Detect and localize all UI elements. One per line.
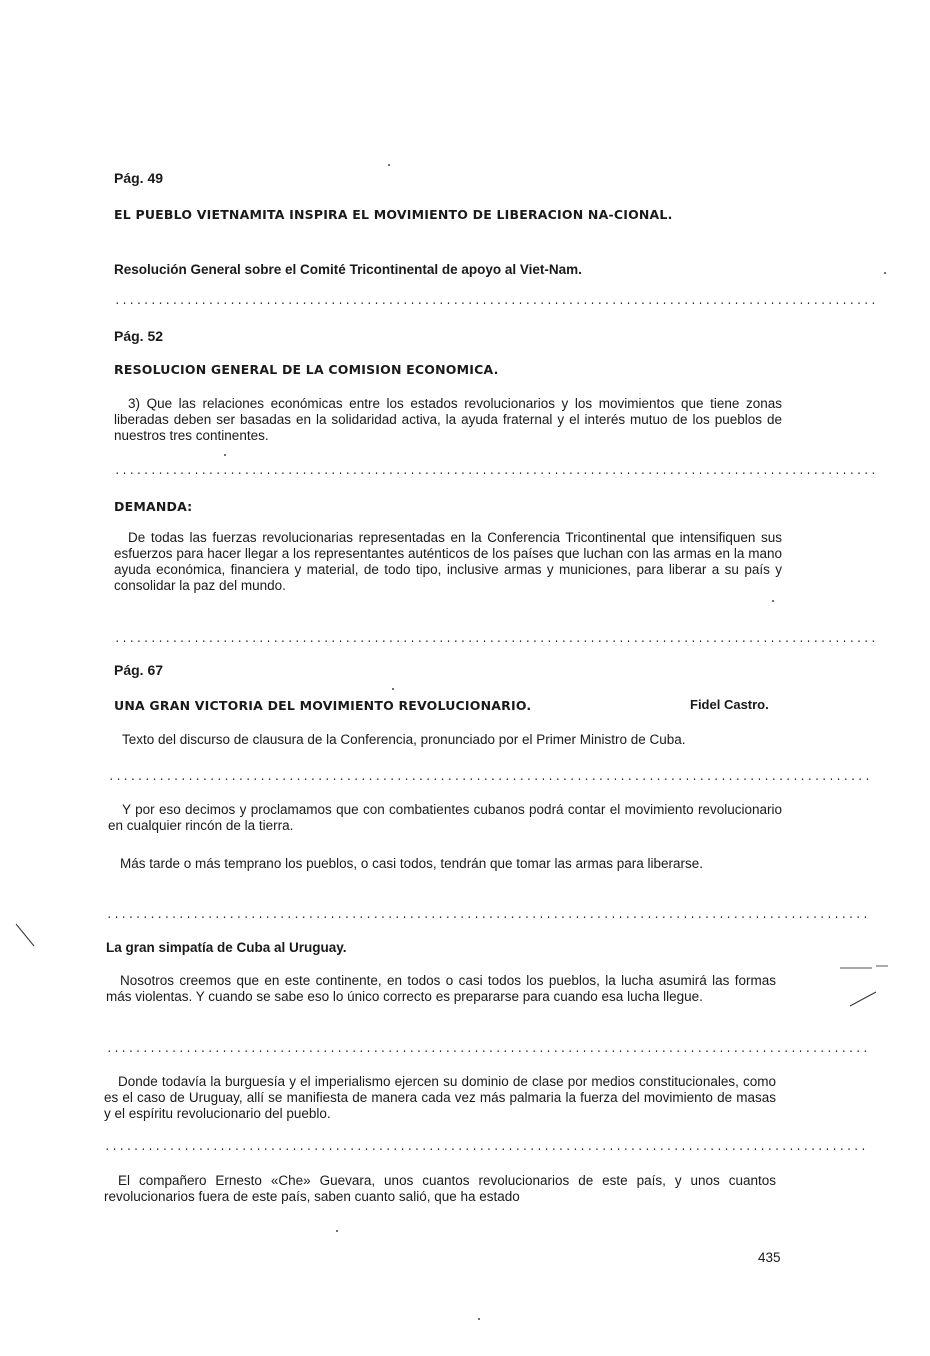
ellipsis-divider: .......................................................................................................... bbox=[104, 1142, 868, 1154]
paragraph-discurso: Texto del discurso de clausura de la Conferencia, pronunciado por el Primer Ministro de Cuba. bbox=[122, 732, 686, 747]
subheading-uruguay: La gran simpatía de Cuba al Uruguay. bbox=[106, 940, 347, 955]
scan-mark bbox=[14, 922, 38, 950]
scan-speck bbox=[884, 272, 886, 274]
paragraph-combatientes: Y por eso decimos y proclamamos que con combatientes cubanos podrá contar el movimiento revolucionario en cualquier rincón de la tierra. bbox=[108, 802, 782, 833]
paragraph-demanda: De todas las fuerzas revolucionarias representadas en la Conferencia Tricontinental que intensifiquen sus esfuerzos para hacer llegar a los representantes auténticos de los países que luchan con las armas en la mano ayuda económica, financiera y material, de todo tipo, inclusive armas y municiones, para liberar a su país y consolidar la paz del mundo. bbox=[114, 530, 782, 593]
ellipsis-divider: .......................................................................................................... bbox=[108, 772, 872, 784]
heading-vietnam: EL PUEBLO VIETNAMITA INSPIRA EL MOVIMIENTO DE LIBERACION NA-CIONAL. bbox=[114, 207, 673, 222]
paragraph-relaciones: 3) Que las relaciones económicas entre los estados revolucionarios y los movimientos que tiene zonas liberadas deben ser basadas en la solidaridad activa, la ayuda fraternal y el interés mutuo de los pueblos de nuestros tres continentes. bbox=[114, 396, 782, 443]
page-number: 435 bbox=[758, 1250, 781, 1265]
scan-speck bbox=[224, 454, 226, 456]
ellipsis-divider: .......................................................................................................... bbox=[106, 910, 870, 922]
paragraph-burguesia: Donde todavía la burguesía y el imperialismo ejercen su dominio de clase por medios constitucionales, como es el caso de Uruguay, allí se manifiesta de manera cada vez más palmaria la fuerza del movimiento de masas y el espíritu revolucionario del pueblo. bbox=[104, 1074, 776, 1121]
subheading-resolucion: Resolución General sobre el Comité Tricontinental de apoyo al Viet-Nam. bbox=[114, 262, 582, 277]
heading-gran-victoria: UNA GRAN VICTORIA DEL MOVIMIENTO REVOLUCIONARIO. bbox=[114, 698, 532, 713]
ellipsis-divider: .......................................................................................................... bbox=[114, 296, 878, 308]
page-ref-67: Pág. 67 bbox=[114, 662, 164, 678]
paragraph-continente: Nosotros creemos que en este continente, en todos o casi todos los pueblos, la lucha asumirá las formas más violentas. Y cuando se sabe eso lo único correcto es prepararse para cuando esa lucha llegue. bbox=[106, 973, 776, 1004]
paragraph-che-guevara: El compañero Ernesto «Che» Guevara, unos cuantos revolucionarios de este país, y unos cuantos revolucionarios fuera de este país, saben cuanto salió, que ha estado bbox=[104, 1173, 776, 1204]
ellipsis-divider: .......................................................................................................... bbox=[106, 1044, 870, 1056]
heading-comision-economica: RESOLUCION GENERAL DE LA COMISION ECONOMICA. bbox=[114, 362, 499, 377]
author-name: Fidel Castro. bbox=[690, 697, 769, 712]
demanda-label: DEMANDA: bbox=[114, 499, 193, 514]
scan-mark bbox=[836, 958, 896, 1012]
scan-speck bbox=[772, 600, 774, 602]
scan-speck bbox=[336, 1230, 338, 1232]
ellipsis-divider: .......................................................................................................... bbox=[114, 466, 878, 478]
page-ref-49: Pág. 49 bbox=[114, 170, 164, 186]
scan-speck bbox=[392, 688, 394, 690]
scan-speck bbox=[388, 164, 390, 166]
paragraph-pueblos: Más tarde o más temprano los pueblos, o casi todos, tendrán que tomar las armas para liberarse. bbox=[120, 856, 704, 871]
page-ref-52: Pág. 52 bbox=[114, 328, 164, 344]
ellipsis-divider: .......................................................................................................... bbox=[114, 634, 878, 646]
scan-speck bbox=[478, 1318, 480, 1320]
